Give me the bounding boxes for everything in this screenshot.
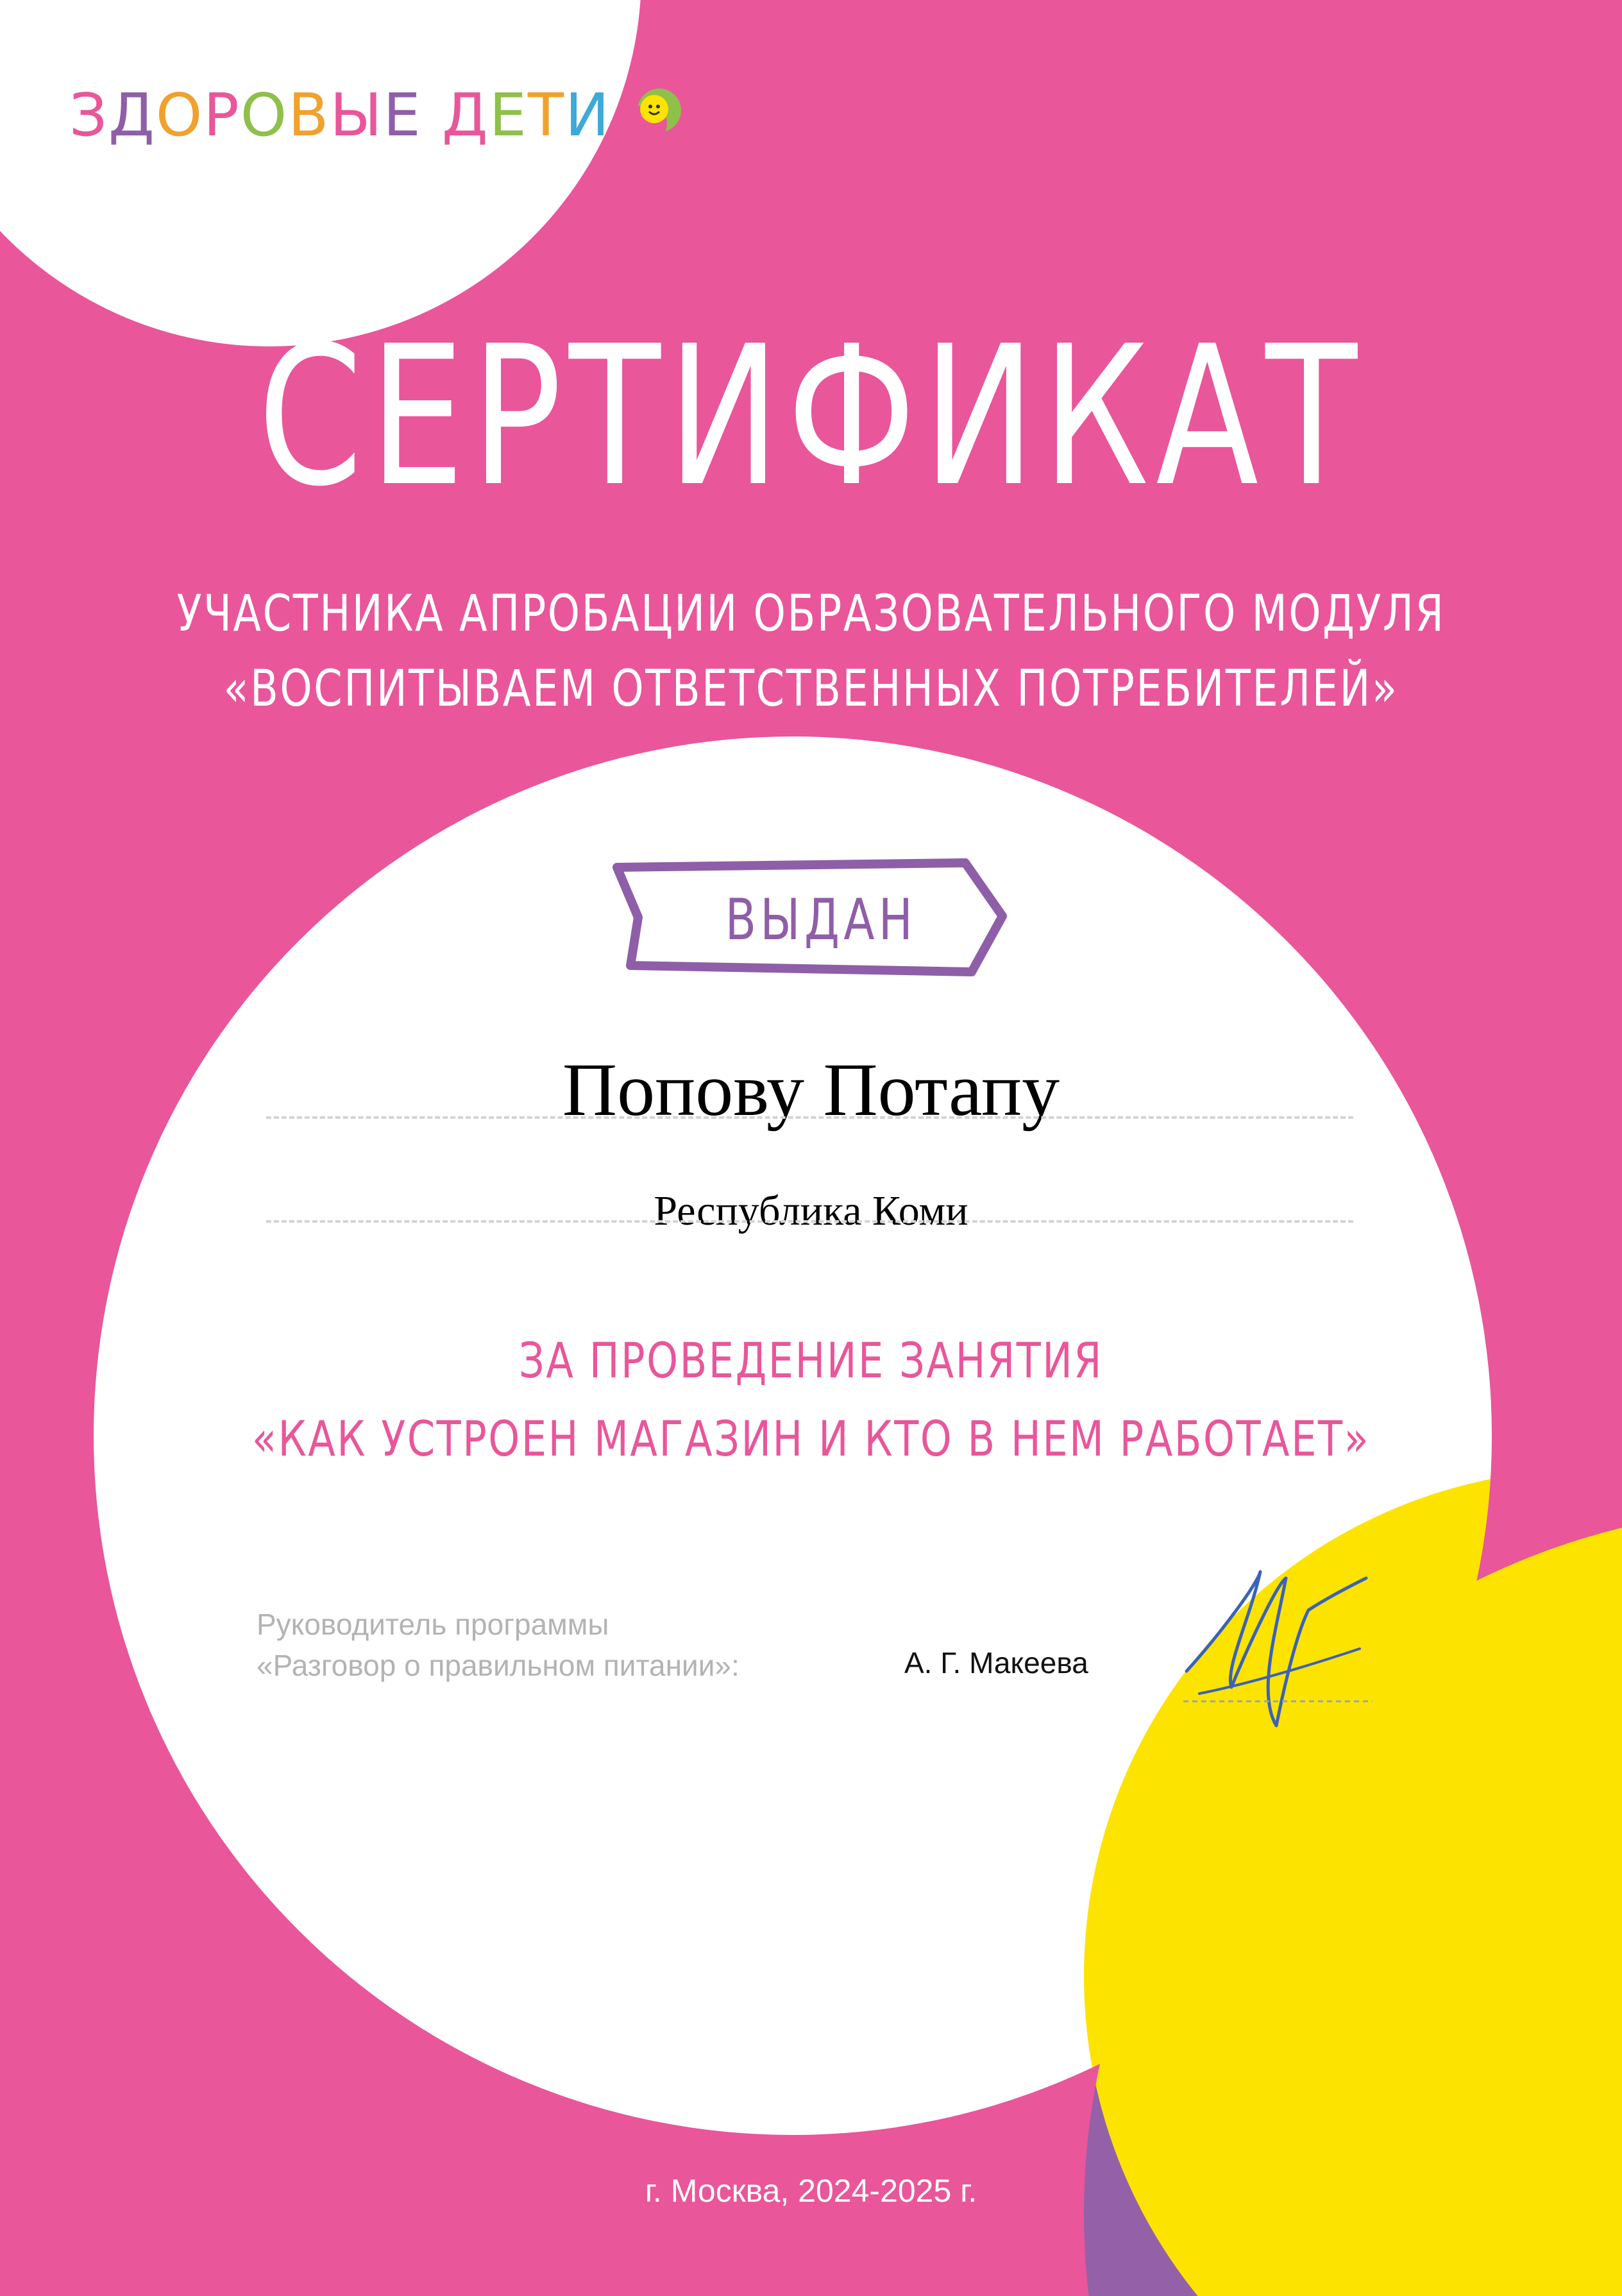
certificate-title: СЕРТИФИКАТ [257, 305, 1365, 529]
subtitle-line-1: УЧАСТНИКА АПРОБАЦИИ ОБРАЗОВАТЕЛЬНОГО МОДУЛЯ [176, 585, 1446, 643]
logo-letter: З [69, 81, 108, 149]
logo-letter: Е [489, 81, 528, 149]
recipient-region: Республика Коми [654, 1187, 968, 1234]
reason-line-2: «КАК УСТРОЕН МАГАЗИН И КТО В НЕМ РАБОТАЕТ» [251, 1410, 1371, 1467]
reason-line-1: ЗА ПРОВЕДЕНИЕ ЗАНЯТИЯ [518, 1332, 1104, 1389]
region-divider [266, 1220, 1353, 1223]
logo-letter: О [155, 81, 204, 149]
logo-letter: Т [527, 81, 566, 149]
issued-label: ВЫДАН [725, 887, 917, 953]
logo-letter: О [240, 81, 289, 149]
logo-letter: Ы [330, 81, 384, 149]
subtitle-line-2: «ВОСПИТЫВАЕМ ОТВЕТСТВЕННЫХ ПОТРЕБИТЕЛЕЙ» [223, 660, 1399, 718]
handwritten-signature [1180, 1559, 1373, 1745]
logo-letter [422, 86, 442, 145]
signatory-role [257, 1604, 739, 1686]
top-left-white-circle [0, 0, 641, 346]
logo-letter: Р [203, 81, 241, 149]
logo-letter: В [288, 81, 330, 149]
logo-letter: Д [441, 81, 489, 149]
signatory-role-line-2: «Разговор о правильном питании»: [257, 1649, 739, 1682]
logo-letter: Е [383, 81, 422, 149]
signatory-role-line-1: Руководитель программы [257, 1608, 609, 1641]
logo-letter: И [565, 81, 611, 149]
logo [69, 77, 686, 154]
recipient-name: Попову Потапу [562, 1048, 1060, 1132]
logo-text [69, 81, 611, 149]
signatory-name: А. Г. Макеева [904, 1646, 1088, 1679]
smiley-blob-icon [622, 83, 686, 148]
logo-letter: Д [108, 81, 156, 149]
footer-place-date: г. Москва, 2024-2025 г. [645, 2173, 977, 2209]
recipient-divider [266, 1116, 1353, 1119]
